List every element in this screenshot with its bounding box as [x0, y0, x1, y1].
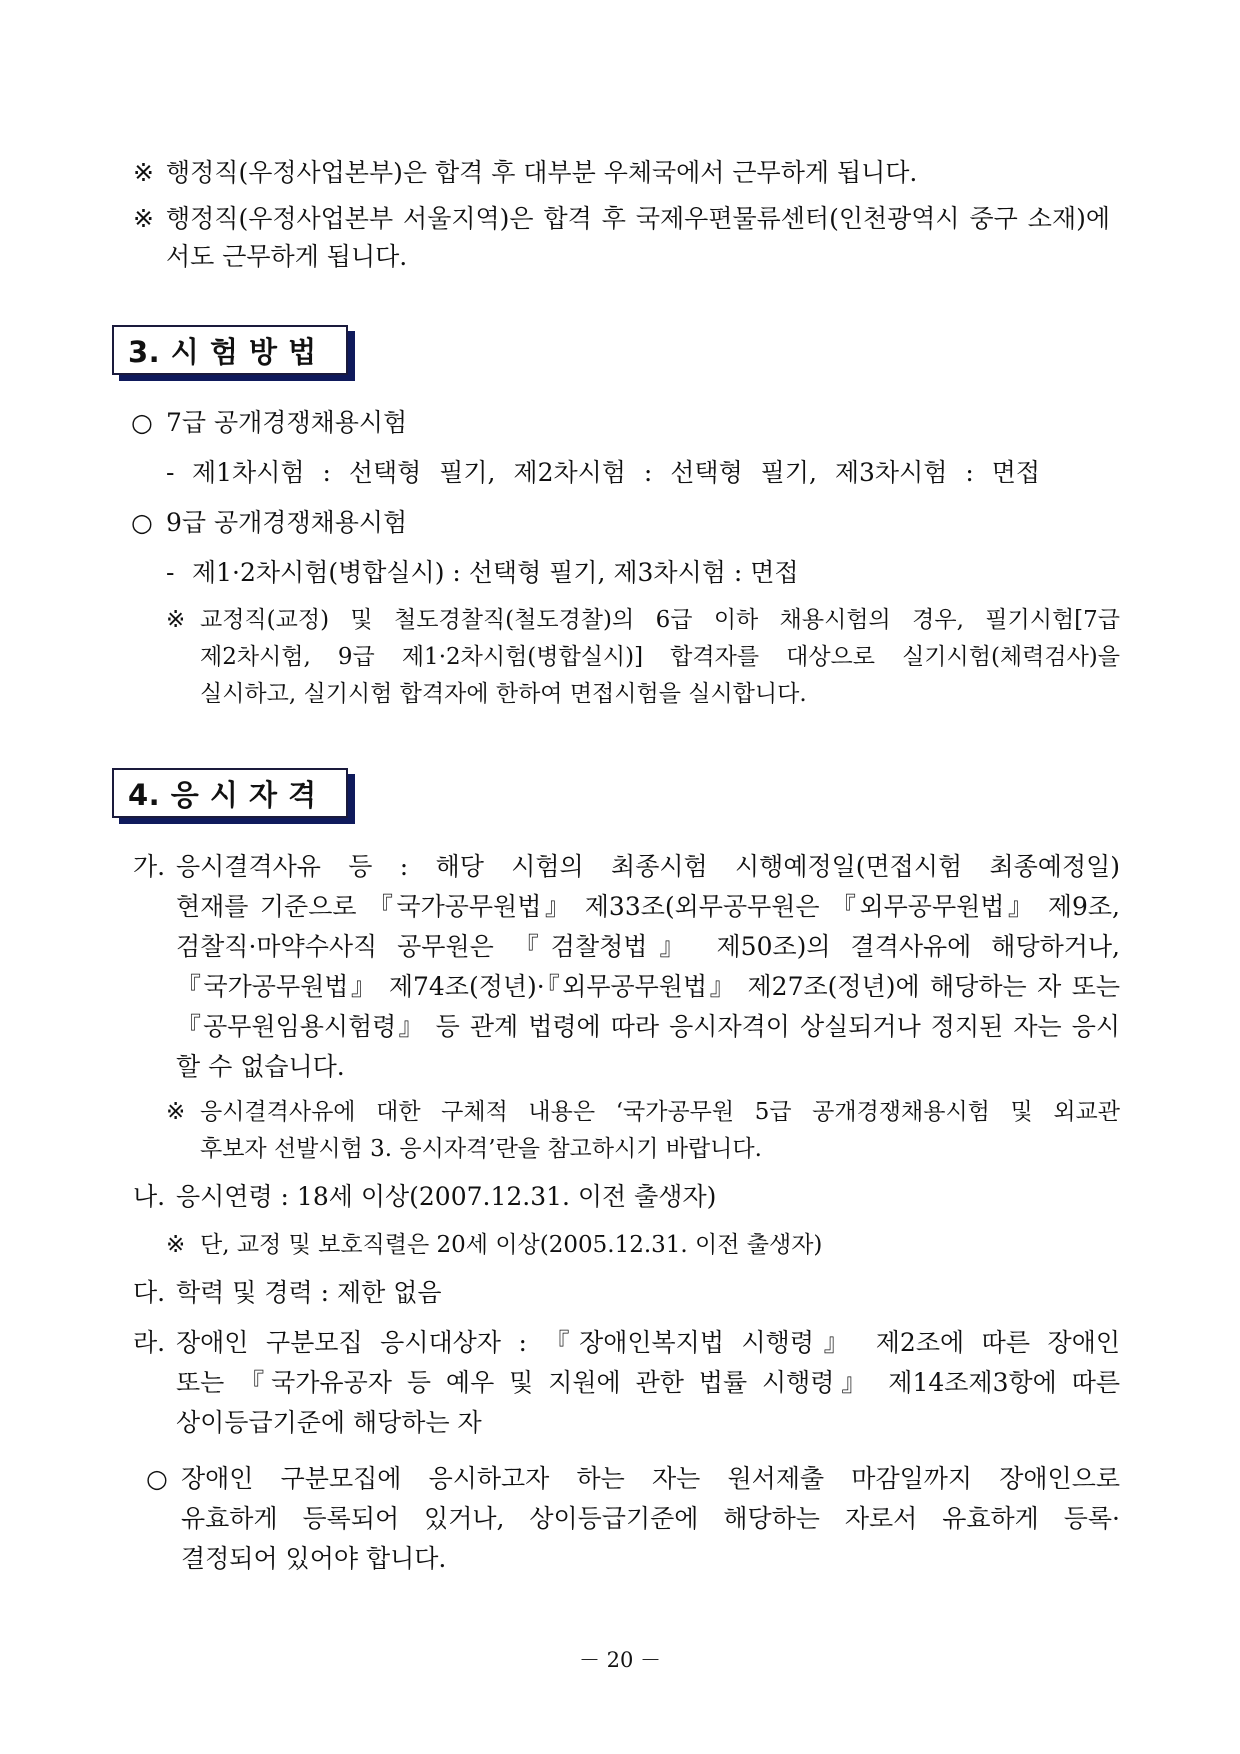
note-text: 행정직(우정사업본부)은 합격 후 대부분 우체국에서 근무하게 됩니다. — [166, 158, 918, 187]
note-text: 행정직(우정사업본부 서울지역)은 합격 후 국제우편물류센터(인천광역시 중구 소재)에 — [166, 204, 1110, 233]
note-text: 실시하고, 실기시험 합격자에 한하여 면접시험을 실시합니다. — [200, 681, 807, 707]
item-text: 학력 및 경력 : 제한 없음 — [176, 1278, 442, 1307]
note-mark: ※ — [133, 204, 154, 233]
item-text: 응시연령 : 18세 이상(2007.12.31. 이전 출생자) — [176, 1182, 717, 1211]
note-text: 제2차시험, 9급 제1·2차시험(병합실시)] 합격자를 대상으로 실기시험(체력검사)을 — [200, 644, 1120, 670]
note-mark: ※ — [166, 607, 186, 633]
item-marker: 다. — [133, 1278, 166, 1307]
note-text: 단, 교정 및 보호직렬은 20세 이상(2005.12.31. 이전 출생자) — [200, 1232, 823, 1258]
note-text: 응시결격사유에 대한 구체적 내용은 ‘국가공무원 5급 공개경쟁채용시험 및 외교관 — [200, 1099, 1120, 1125]
item-marker: 나. — [133, 1182, 166, 1211]
item-marker: 라. — [133, 1328, 166, 1357]
dash-bullet: - — [166, 558, 175, 587]
section-heading-eligibility: 4. 응 시 자 격 — [112, 768, 348, 818]
grade9-detail: 제1·2차시험(병합실시) : 선택형 필기, 제3차시험 : 면접 — [192, 558, 799, 587]
grade9-label: 9급 공개경쟁채용시험 — [166, 508, 408, 537]
item-text: 상이등급기준에 해당하는 자 — [176, 1408, 482, 1437]
note-text: 서도 근무하게 됩니다. — [166, 242, 408, 271]
note-mark: ※ — [166, 1232, 186, 1258]
dash-bullet: - — [166, 458, 175, 487]
grade7-label: 7급 공개경쟁채용시험 — [166, 408, 408, 437]
bullet-text: 결정되어 있어야 합니다. — [181, 1544, 447, 1573]
item-text: 『공무원임용시험령』 등 관계 법령에 따라 응시자격이 상실되거나 정지된 자는 응시 — [176, 1012, 1120, 1041]
circle-bullet: ○ — [146, 1464, 168, 1493]
item-text: 장애인 구분모집 응시대상자 : 『장애인복지법 시행령』 제2조에 따른 장애인 — [176, 1328, 1120, 1357]
note-text: 후보자 선발시험 3. 응시자격’란을 참고하시기 바랍니다. — [200, 1136, 762, 1162]
item-text: 할 수 없습니다. — [176, 1052, 345, 1081]
circle-bullet: ○ — [131, 508, 153, 537]
circle-bullet: ○ — [131, 408, 153, 437]
note-mark: ※ — [166, 1099, 186, 1125]
grade7-detail: 제1차시험 : 선택형 필기, 제2차시험 : 선택형 필기, 제3차시험 : 면접 — [192, 458, 1040, 487]
item-text: 또는 『국가유공자 등 예우 및 지원에 관한 법률 시행령』 제14조제3항에 따른 — [176, 1368, 1120, 1397]
note-text: 교정직(교정) 및 철도경찰직(철도경찰)의 6급 이하 채용시험의 경우, 필기시험[7급 — [200, 607, 1120, 633]
item-text: 검찰직·마약수사직 공무원은 『검찰청법』 제50조)의 결격사유에 해당하거나, — [176, 932, 1120, 961]
page-number: － 20 － — [578, 1648, 662, 1672]
item-text: 『국가공무원법』 제74조(정년)·『외무공무원법』 제27조(정년)에 해당하는 자 또는 — [176, 972, 1120, 1001]
bullet-text: 유효하게 등록되어 있거나, 상이등급기준에 해당하는 자로서 유효하게 등록· — [181, 1504, 1120, 1533]
note-mark: ※ — [133, 158, 154, 187]
item-marker: 가. — [133, 852, 166, 881]
bullet-text: 장애인 구분모집에 응시하고자 하는 자는 원서제출 마감일까지 장애인으로 — [181, 1464, 1120, 1493]
section-heading-exam-method: 3. 시 험 방 법 — [112, 325, 348, 375]
item-text: 응시결격사유 등 : 해당 시험의 최종시험 시행예정일(면접시험 최종예정일) — [176, 852, 1120, 881]
item-text: 현재를 기준으로 『국가공무원법』 제33조(외무공무원은 『외무공무원법』 제9조, — [176, 892, 1120, 921]
